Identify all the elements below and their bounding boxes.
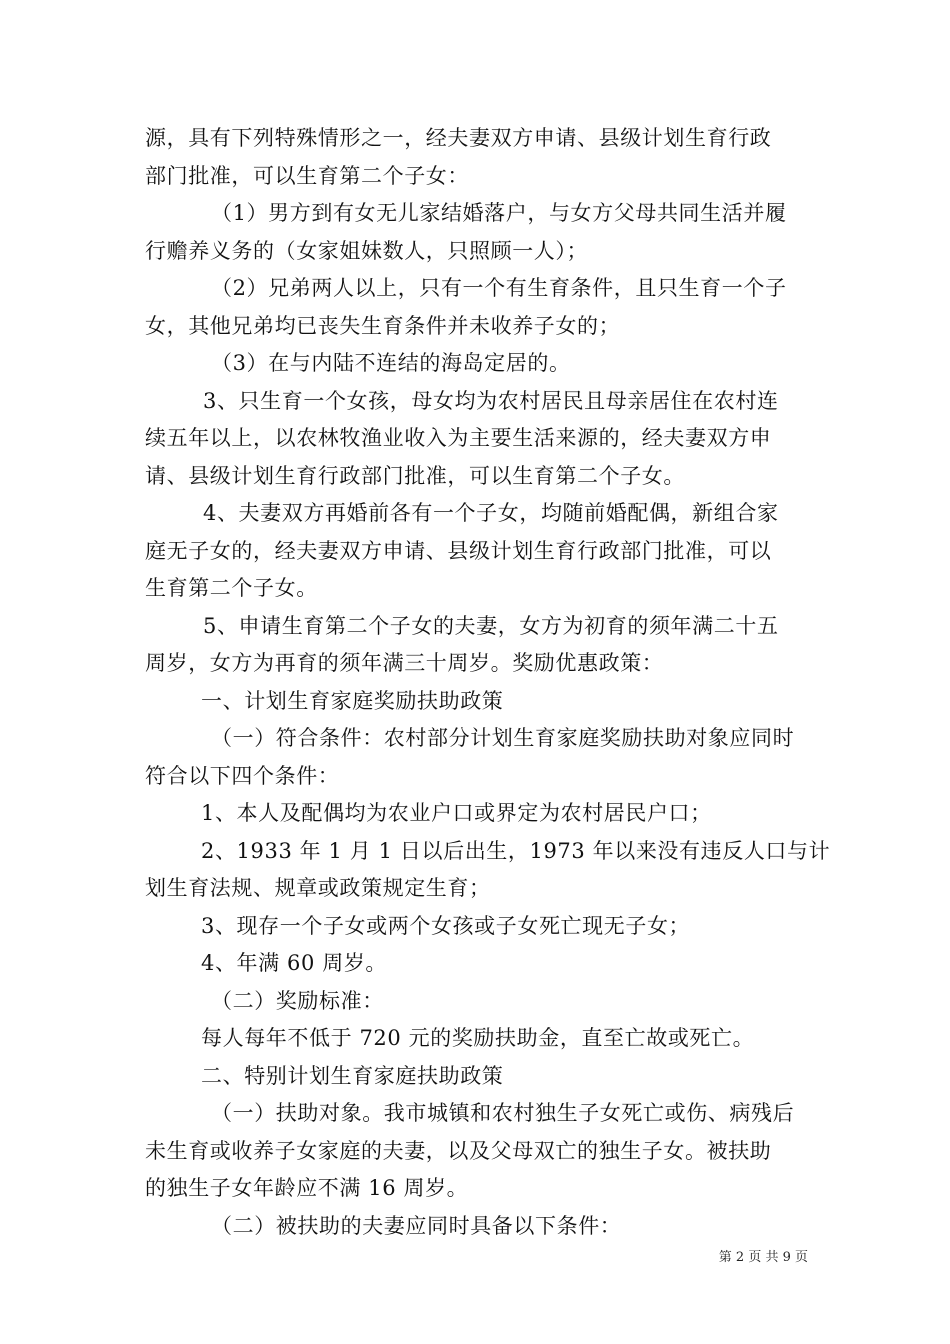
text-line: （二）被扶助的夫妻应同时具备以下条件： bbox=[211, 1213, 622, 1238]
text-line: 请、县级计划生育行政部门批准，可以生育第二个子女。 bbox=[145, 463, 685, 488]
text-line: （2）兄弟两人以上，只有一个有生育条件，且只生育一个子 bbox=[211, 276, 787, 300]
text-line: （1）男方到有女无儿家结婚落户，与女方父母共同生活并履 bbox=[211, 201, 787, 225]
text-line: 周岁，女方为再育的须年满三十周岁。奖励优惠政策： bbox=[145, 651, 664, 675]
text-line: 女，其他兄弟均已丧失生育条件并未收养子女的； bbox=[145, 313, 621, 338]
text-line: 5、申请生育第二个子女的夫妻，女方为初育的须年满二十五 bbox=[203, 613, 779, 638]
text-line: 源，具有下列特殊情形之一，经夫妻双方申请、县级计划生育行政 bbox=[145, 126, 772, 150]
text-line: （3）在与内陆不连结的海岛定居的。 bbox=[211, 351, 571, 375]
text-line: 每人每年不低于 720 元的奖励扶助金，直至亡故或死亡。 bbox=[201, 1026, 755, 1050]
text-line: 二、特别计划生育家庭扶助政策 bbox=[201, 1063, 504, 1088]
text-line: 4、年满 60 周岁。 bbox=[201, 951, 388, 975]
text-line: 庭无子女的，经夫妻双方申请、县级计划生育行政部门批准，可以 bbox=[145, 538, 772, 563]
text-line: 2、1933 年 1 月 1 日以后出生，1973 年以来没有违反人口与计 bbox=[201, 838, 831, 863]
text-line: 部门批准，可以生育第二个子女： bbox=[145, 163, 469, 188]
text-line: 划生育法规、规章或政策规定生育； bbox=[145, 876, 491, 900]
text-line: 4、夫妻双方再婚前各有一个子女，均随前婚配偶，新组合家 bbox=[203, 501, 779, 525]
text-line: 1、本人及配偶均为农业户口或界定为农村居民户口； bbox=[201, 801, 712, 825]
text-line: 行赡养义务的（女家姐妹数人，只照顾一人）； bbox=[145, 238, 589, 263]
text-line: 3、只生育一个女孩，母女均为农村居民且母亲居住在农村连 bbox=[203, 388, 779, 413]
text-line: 3、现存一个子女或两个女孩或子女死亡现无子女； bbox=[201, 913, 691, 938]
document-body bbox=[145, 120, 831, 1245]
text-line: （一）符合条件：农村部分计划生育家庭奖励扶助对象应同时 bbox=[211, 726, 795, 750]
text-line: 一、计划生育家庭奖励扶助政策 bbox=[201, 688, 504, 713]
text-line: 的独生子女年龄应不满 16 周岁。 bbox=[145, 1176, 469, 1200]
text-line: （二）奖励标准： bbox=[211, 988, 384, 1013]
text-line: 符合以下四个条件： bbox=[145, 763, 340, 788]
page-number: 第 2 页 共 9 页 bbox=[718, 1250, 808, 1265]
text-line: 未生育或收养子女家庭的夫妻，以及父母双亡的独生子女。被扶助 bbox=[145, 1138, 772, 1163]
text-line: （一）扶助对象。我市城镇和农村独生子女死亡或伤、病残后 bbox=[211, 1101, 795, 1125]
text-line: 续五年以上，以农林牧渔业收入为主要生活来源的，经夫妻双方申 bbox=[145, 426, 772, 450]
text-line: 生育第二个子女。 bbox=[145, 576, 318, 600]
